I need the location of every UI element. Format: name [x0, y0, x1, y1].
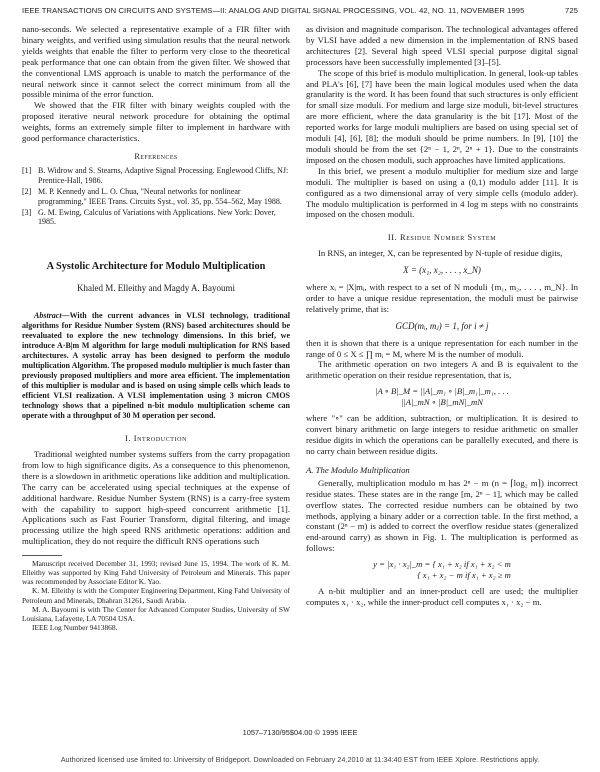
equation-line: y = |x₁ · x₂|_m = { x₁ + x₂ if x₁ + x₂ < m [373, 559, 511, 570]
page-number: 725 [565, 6, 578, 15]
running-header [22, 6, 578, 20]
reference-number: [1] [22, 165, 32, 175]
footnote-author-1: K. M. Elleithy is with the Computer Engineering Department, King Fahd University of Petroleum and Minerals, Dhahran 31261, Saudi Arabia. [22, 586, 290, 605]
body-paragraph: where xᵢ = |X|mᵢ, with respect to a set of N moduli {m₁, m₂, . . . , m_N}. In order to have a unique residue representation, the moduli must be pairwise relatively prime, that is: [306, 282, 578, 314]
copyright-code: 1057–7130/95$04.00 © 1995 IEEE [242, 728, 358, 737]
journal-title: IEEE TRANSACTIONS ON CIRCUITS AND SYSTEMS—II: ANALOG AND DIGITAL SIGNAL PROCESSING, VOL. 42, NO. 11, NOVEMBER 1995 [22, 6, 525, 15]
reference-text: M. P. Kennedy and L. O. Chua, "Neural networks for nonlinear programming," IEEE Trans. Circuits Syst., vol. 35, pp. 554–562, May 1988. [38, 186, 282, 206]
footnote-log-number: IEEE Log Number 9413868. [32, 622, 118, 632]
body-paragraph: A n-bit multiplier and an inner-product cell are used; the multiplier computes x₁ · x₂, while the inner-product cell computes x₁ · x₂ − m. [306, 586, 578, 608]
authors: Khaled M. Elleithy and Magdy A. Bayoumi [77, 283, 235, 294]
introduction-paragraph: Traditional weighted number systems suffers from the carry propagation from low to high significance digits. As a consequence to this phenomenon, there is a slowdown in arithmetic operations like addition and multiplication. The carry can be accelerated using special techniques at the expense of additional hardware. Residue Number System (RNS) is a carry-free system with the capability to support high-speed concurrent arithmetic [1]. Applications such as Fast Fourier Transform, digital filtering, and image processing utilize the high speed RNS arithmetic operations: addition and multiplication, they do not require the difficult RNS operations such [22, 449, 290, 547]
body-paragraph: The scope of this brief is modulo multiplication. In general, look-up tables and PLA's [6], [7] have been the main logical modules used when the data granularity is the word. It has been found that such structures is only efficient for small size moduli. For medium and large size moduli, bit-level structures are more efficient, where the data granularity is the bit [17]. Most of the reported works for large moduli multipliers are based on using special set of moduli [4], [6], [8]; the moduli should be prime numbers. In [9], [10] the moduli should be from the set {2ⁿ − 1, 2ⁿ, 2ⁿ + 1}. Due to the constraints imposed on the chosen moduli, such approaches have limited applications. [306, 67, 578, 165]
section-heading-introduction: I. Introduction [124, 434, 188, 444]
equation-gcd: GCD(mᵢ, mⱼ) = 1, for i ≠ j [395, 320, 489, 331]
equation-line: ||A|_mN ∘ |B|_mN|_mN [401, 397, 483, 408]
abstract-label: Abstract— [34, 311, 70, 321]
reference-item [22, 166, 290, 186]
intro-paragraph-2: We showed that the FIR filter with binary weights coupled with the proposed iterative neural network procedure for obtaining the optimal weights, forms an extremely simple filter to implement in hardware with good performance characteristics. [22, 100, 290, 144]
reference-number: [3] [22, 207, 32, 217]
reference-item [22, 187, 290, 207]
intro-paragraph-1: nano-seconds. We selected a representative example of a FIR filter with binary weights, and verified using simulation results that the neural network yields weights that enable the filter to perform very close to the theoretical peak performance that one can obtain from the given filter. We showed that the conventional LMS approach is unable to match the performance of the neural network since it cannot select the correct minimum from all the possible minima of the error function. [22, 24, 290, 100]
footnote-author-2: M. A. Bayoumi is with The Center for Advanced Computer Studies, University of SW Louisiana, Lafayette, LA 70504 USA. [22, 604, 290, 623]
equation-line: { x₁ + x₂ − m if x₁ + x₂ ≥ m [417, 570, 511, 581]
body-paragraph: as division and magnitude comparison. The technological advantages offered by VLSI have added a new dimension in the implementation of RNS based architectures [2]. Several high speed VLSI special purpose digital signal processors have been successfully implemented [3]–[5]. [306, 24, 578, 67]
license-notice: Authorized licensed use limited to: University of Bridgeport. Downloaded on February 24,2010 at 11:34:40 EST from IEEE Xplore. Restrictions apply. [60, 755, 540, 764]
reference-item [22, 208, 290, 228]
body-paragraph: then it is shown that there is a unique representation for each number in the range of 0 ≤ X ≤ ∏ mᵢ = M, where M is the number of moduli. [306, 337, 578, 359]
body-paragraph: The arithmetic operation on two integers A and B is equivalent to the arithmetic operation on their residue representation, that is, [306, 359, 578, 381]
subsection-heading: A. The Modulo Multiplication [306, 464, 410, 475]
body-paragraph: In RNS, an integer, X, can be represented by N-tuple of residue digits, [318, 248, 563, 259]
left-column [22, 24, 290, 632]
body-paragraph: Generally, multiplication modulo m has 2ⁿ − m (n = ⌈log₂ m⌉) incorrect residue states. These states are in the range [m, 2ⁿ − 1], which may be called overflow states. The corrected residue numbers can be obtained by two methods, applying a binary adder or a correction table. In the first method, a constant (2ⁿ − m) is added to correct the overflow residue states (generalized end-around carry) as shown in Fig. 1. The multiplication is performed as follows: [306, 477, 578, 554]
right-column [306, 24, 578, 608]
equation-arithmetic [306, 386, 578, 408]
equation-residue-tuple: X = (x₁, x₂, . . . , x_N) [403, 265, 481, 276]
article-title: A Systolic Architecture for Modulo Multiplication [46, 261, 266, 273]
abstract [22, 311, 290, 421]
abstract-text: With the current advances in VLSI technology, traditional algorithms for Residue Number System (RNS) based architectures should be reevaluated to explore the new technology dimensions. In this brief, we introduce A·B|m M algorithm for large moduli multiplication for RNS based architectures. A systolic array has been designed to perform the modulo multiplication Algorithm. The proposed modulo multiplier is much faster than previously proposed multipliers and more area efficient. The implementation of this multiplier is modular and is based on using simple cells which leads to efficient VLSI realization. A VLSI implementation using 3 micron CMOS technology shows that a pipelined n-bit modulo multiplication scheme can operate with a throughput of 30 M operation per second. [22, 311, 290, 421]
footnote-manuscript: Manuscript received December 31, 1993; revised June 15, 1994. The work of K. M. Elleithy was supported by King Fahd University of Petroleum and Minerals. This paper was recommended by Associate Editor K. Yao. [22, 559, 290, 587]
reference-text: B. Widrow and S. Stearns, Adaptive Signal Processing. Englewood Cliffs, NJ: Prentice-Hall, 1986. [38, 165, 289, 185]
section-heading-rns: II. Residue Number System [387, 233, 497, 243]
equation-line: |A ∘ B|_M = ||A|_m₁ ∘ |B|_m₁|_m₁, . . . [375, 386, 509, 397]
footnote-divider [22, 555, 62, 556]
body-paragraph: where "∘" can be addition, subtraction, or multiplication. It is desired to convert binary arithmetic on large integers to residue arithmetic on smaller residue digits in which the operations can be parallelly executed, and there is no carry chain between residue digits. [306, 413, 578, 456]
body-paragraph: In this brief, we present a modulo multiplier for medium size and large moduli. The multiplier is based on using a (0,1) modulo adder [11]. It is configured as a two dimensional array of very simple cells (modulo adder). The modulo multiplication is performed in 4 log m steps with no constraints imposed on the chosen moduli. [306, 165, 578, 220]
equation-modulo-multiplication [306, 559, 578, 581]
references-heading: References [134, 151, 178, 161]
reference-text: G. M. Ewing, Calculus of Variations with Applications. New York: Dover, 1985. [38, 207, 276, 227]
reference-number: [2] [22, 186, 32, 196]
